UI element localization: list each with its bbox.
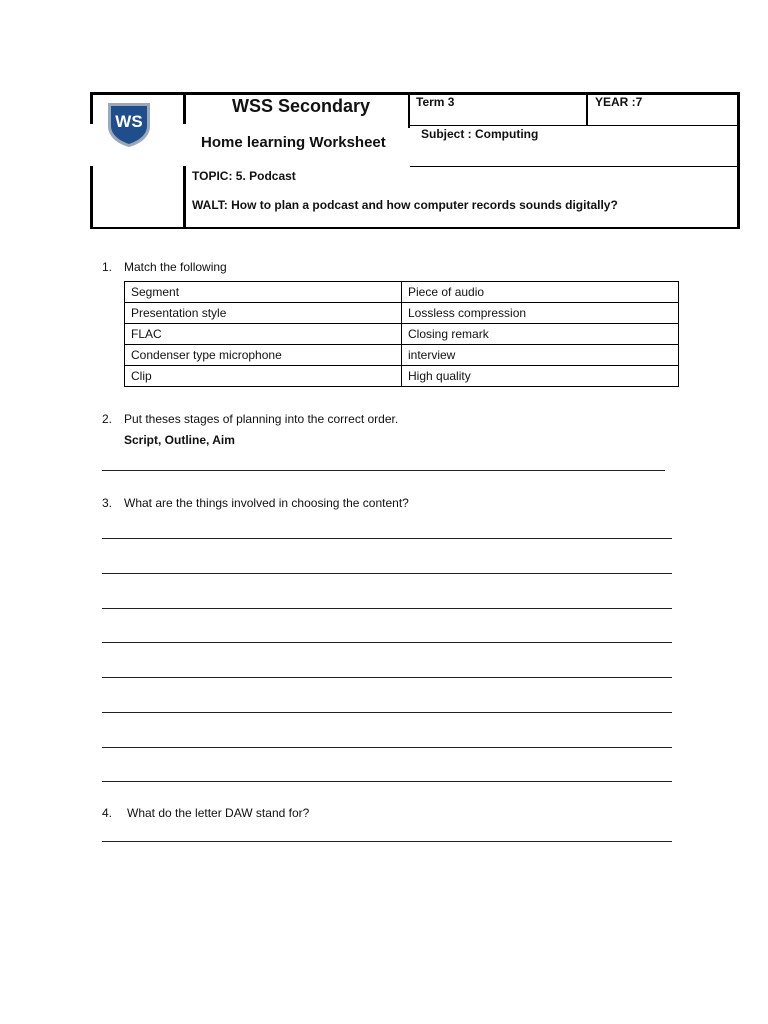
question-1-number: 1. <box>102 260 113 274</box>
table-row <box>125 303 679 324</box>
school-logo <box>105 100 153 148</box>
table-row <box>125 366 679 387</box>
question-3-text: What are the things involved in choosing the content? <box>124 496 409 510</box>
table-cell-left: FLAC <box>125 324 402 345</box>
answer-line[interactable] <box>102 841 672 842</box>
question-3-number: 3. <box>102 496 113 510</box>
answer-line[interactable] <box>102 538 672 539</box>
year-label: YEAR :7 <box>595 95 643 109</box>
subject-label: Subject : Computing <box>421 127 539 141</box>
answer-line[interactable] <box>102 608 672 609</box>
school-name: WSS Secondary <box>232 96 371 116</box>
answer-line[interactable] <box>102 573 672 574</box>
answer-line[interactable] <box>102 747 672 748</box>
svg-text:WS: WS <box>115 112 143 131</box>
table-cell-right: Lossless compression <box>402 303 679 324</box>
answer-line[interactable] <box>102 712 672 713</box>
table-cell-left: Condenser type microphone <box>125 345 402 366</box>
table-row <box>125 282 679 303</box>
header-box <box>0 0 768 240</box>
answer-line[interactable] <box>102 470 665 471</box>
answer-line[interactable] <box>102 677 672 678</box>
table-cell-right: High quality <box>402 366 679 387</box>
table-row <box>125 345 679 366</box>
question-4-text: What do the letter DAW stand for? <box>127 806 310 820</box>
table-cell-right: Closing remark <box>402 324 679 345</box>
table-cell-left: Clip <box>125 366 402 387</box>
table-row <box>125 324 679 345</box>
matching-table <box>124 281 679 387</box>
term-label: Term 3 <box>416 95 455 109</box>
question-2-items: Script, Outline, Aim <box>124 433 235 447</box>
question-2-text: Put theses stages of planning into the correct order. <box>124 412 399 426</box>
walt-label: WALT: How to plan a podcast and how computer records sounds digitally? <box>192 198 618 212</box>
answer-line[interactable] <box>102 642 672 643</box>
worksheet-title: Home learning Worksheet <box>201 134 386 151</box>
question-4-number: 4. <box>102 806 113 820</box>
table-cell-left: Presentation style <box>125 303 402 324</box>
question-1-text: Match the following <box>124 260 227 274</box>
question-2-number: 2. <box>102 412 113 426</box>
table-cell-right: interview <box>402 345 679 366</box>
answer-line[interactable] <box>102 781 672 782</box>
topic-label: TOPIC: 5. Podcast <box>192 169 296 183</box>
table-cell-right: Piece of audio <box>402 282 679 303</box>
table-cell-left: Segment <box>125 282 402 303</box>
